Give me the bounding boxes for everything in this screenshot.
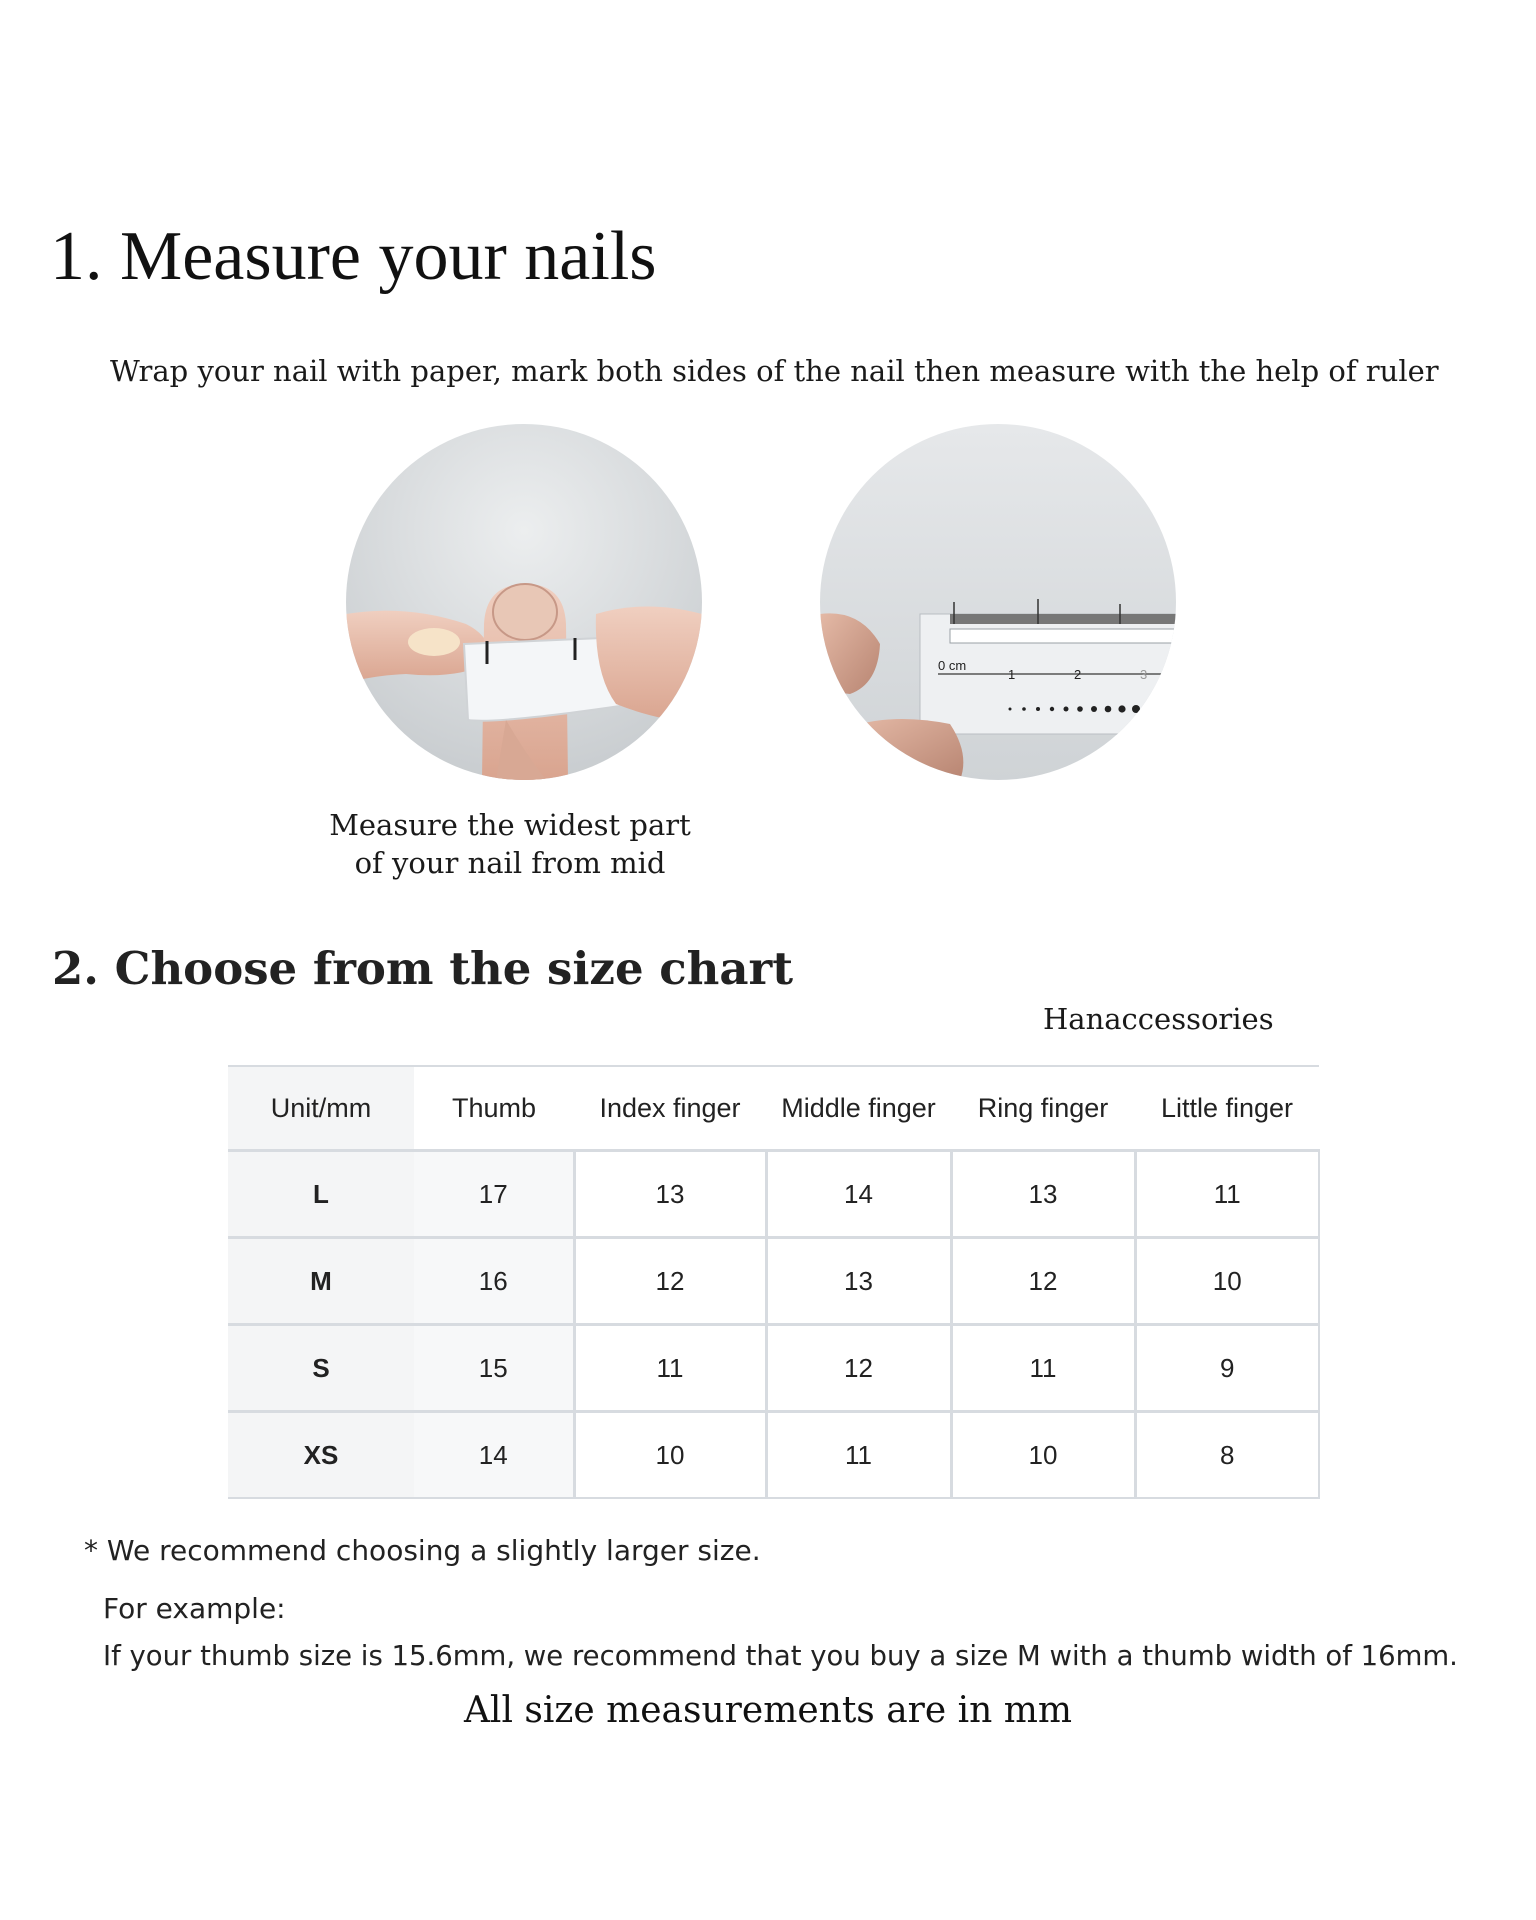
header-index-finger: Index finger [574,1066,766,1151]
index-value: 11 [574,1325,766,1412]
size-chart-table [228,1065,1320,1499]
middle-value: 11 [766,1412,951,1499]
brand-name: Hanaccessories [1043,1002,1274,1036]
header-little-finger: Little finger [1135,1066,1319,1151]
header-ring-finger: Ring finger [951,1066,1135,1151]
table-row [228,1151,1319,1238]
index-value: 13 [574,1151,766,1238]
size-label: M [228,1238,414,1325]
ruler-tick-3: 3 [1140,667,1148,682]
size-label: S [228,1325,414,1412]
table-row [228,1412,1319,1499]
thumb-value: 16 [414,1238,574,1325]
index-value: 10 [574,1412,766,1499]
thumb-value: 14 [414,1412,574,1499]
example-label: For example: [103,1592,286,1625]
ring-value: 13 [951,1151,1135,1238]
thumb-value: 15 [414,1325,574,1412]
size-label: L [228,1151,414,1238]
ring-value: 10 [951,1412,1135,1499]
table-row [228,1325,1319,1412]
header-thumb: Thumb [414,1066,574,1151]
section-1-title: 1. Measure your nails [50,218,657,295]
middle-value: 12 [766,1325,951,1412]
middle-value: 13 [766,1238,951,1325]
middle-value: 14 [766,1151,951,1238]
section-2-title: 2. Choose from the size chart [52,942,794,995]
header-middle-finger: Middle finger [766,1066,951,1151]
ruler-tick-1: 1 [1008,667,1016,682]
table-header-row [228,1066,1319,1151]
little-value: 10 [1135,1238,1319,1325]
ruler-tick-2: 2 [1074,667,1082,682]
little-value: 9 [1135,1325,1319,1412]
little-value: 11 [1135,1151,1319,1238]
header-unit: Unit/mm [228,1066,414,1151]
measure-caption [280,806,740,882]
size-label: XS [228,1412,414,1499]
ring-value: 12 [951,1238,1135,1325]
ruler-photo-icon [820,424,1176,780]
table-row [228,1238,1319,1325]
caption-line-2: of your nail from mid [354,846,666,880]
measure-instruction: Wrap your nail with paper, mark both sides of the nail then measure with the help of ruler [110,354,1439,388]
example-text: If your thumb size is 15.6mm, we recommend that you buy a size M with a thumb width of 16mm. [103,1640,1458,1672]
little-value: 8 [1135,1412,1319,1499]
caption-line-1: Measure the widest part [329,808,691,842]
ruler-zero-label: 0 cm [938,658,967,673]
recommendation-note: * We recommend choosing a slightly larger size. [84,1534,761,1567]
thumb-value: 17 [414,1151,574,1238]
units-footer: All size measurements are in mm [463,1690,1073,1731]
ring-value: 11 [951,1325,1135,1412]
thumb-wrap-photo-icon [346,424,702,780]
index-value: 12 [574,1238,766,1325]
